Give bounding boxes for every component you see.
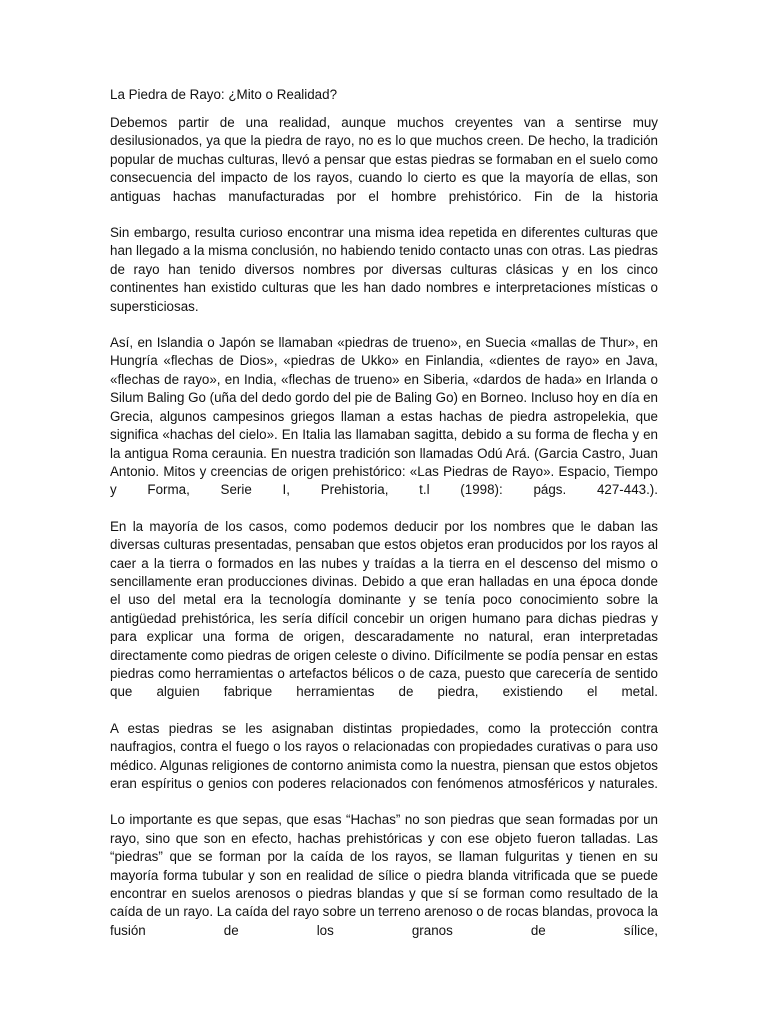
- paragraph-4: En la mayoría de los casos, como podemos deducir por los nombres que le daban las diversas culturas presentadas, pensaban que estos objetos eran producidos por los rayos al caer a la tierra o formados en las nubes y traídas a la tierra en el descenso del mismo o sencillamente eran producciones divinas. Debido a que eran halladas en una época donde el uso del metal era la tecnología dominante y se tenía poco conocimiento sobre la antigüedad prehistórica, les sería difícil concebir un origen humano para dichas piedras y para explicar una forma de origen, descaradamente no natural, eran interpretadas directamente como piedras de origen celeste o divino. Difícilmente se podía pensar en estas piedras como herramientas o artefactos bélicos o de caza, puesto que carecería de sentido que alguien fabrique herramientas de piedra, existiendo el metal.: [110, 518, 658, 700]
- paragraph-5: A estas piedras se les asignaban distintas propiedades, como la protección contra naufragios, contra el fuego o los rayos o relacionadas con propiedades curativas o para uso médico. Algunas religiones de contorno animista como la nuestra, piensan que estos objetos eran espíritus o genios con poderes relacionados con fenómenos atmosféricos y naturales.: [110, 720, 658, 791]
- paragraph-1: Debemos partir de una realidad, aunque muchos creyentes van a sentirse muy desilusionados, ya que la piedra de rayo, no es lo que muchos creen. De hecho, la tradición popular de muchas culturas, llevó a pensar que estas piedras se formaban en el suelo como consecuencia del impacto de los rayos, cuando lo cierto es que la mayoría de ellas, son antiguas hachas manufacturadas por el hombre prehistórico. Fin de la historia: [110, 115, 658, 204]
- paragraph-6: Lo importante es que sepas, que esas “Hachas” no son piedras que sean formadas por un rayo, sino que son en efecto, hachas prehistóricas y con ese objeto fueron talladas. Las “piedras” que se forman por la caída de los rayos, se llaman fulguritas y tienen en su mayoría forma tubular y son en realidad de sílice o piedra blanda vitrificada que se puede encontrar en suelos arenosos o piedras blandas y que sí se forman como resultado de la caída de un rayo. La caída del rayo sobre un terreno arenoso o de rocas blandas, provoca la fusión de los granos de sílice,: [110, 812, 658, 938]
- paragraph-3: Así, en Islandia o Japón se llamaban «piedras de trueno», en Suecia «mallas de Thur», en Hungría «flechas de Dios», «piedras de Ukko» en Finlandia, «dientes de rayo» en Java, «flechas de rayo», en India, «flechas de trueno» en Siberia, «dardos de hada» en Irlanda o Silum Baling Go (uña del dedo gordo del pie de Baling Go) en Borneo. Incluso hoy en día en Grecia, algunos campesinos griegos llaman a estas hachas de piedra astropelekia, que significa «hachas del cielo». En Italia las llamaban sagitta, debido a su forma de flecha y en la antigua Roma ceraunia. En nuestra tradición son llamadas Odú Ará. (Garcia Castro, Juan Antonio. Mitos y creencias de origen prehistórico: «Las Piedras de Rayo». Espacio, Tiempo y Forma, Serie I, Prehistoria, t.l (1998): págs. 427-443.).: [110, 335, 658, 498]
- document-title: La Piedra de Rayo: ¿Mito o Realidad?: [110, 87, 338, 102]
- paragraph-2: Sin embargo, resulta curioso encontrar una misma idea repetida en diferentes culturas que han llegado a la misma conclusión, no habiendo tenido contacto unas con otras. Las piedras de rayo han tenido diversos nombres por diversas culturas clásicas y en los cinco continentes han existido culturas que les han dado nombres e interpretaciones místicas o supersticiosas.: [110, 225, 658, 314]
- document-body: [110, 86, 658, 958]
